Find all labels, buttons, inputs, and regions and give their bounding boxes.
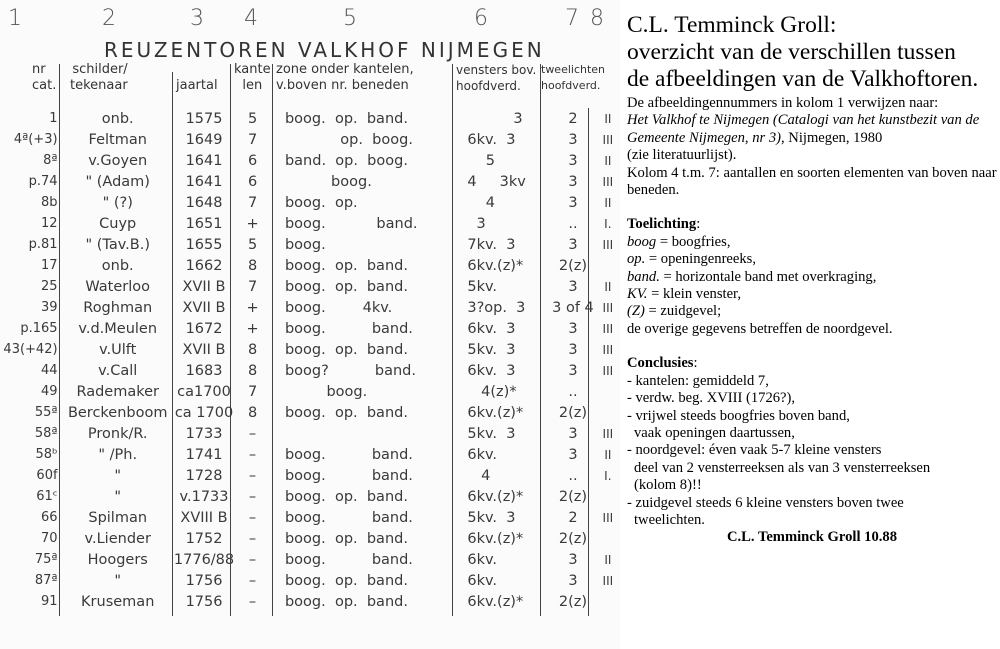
vensters-cell: 6kv.(z)* [467, 404, 524, 421]
vensterreeksen-cell: III [602, 363, 614, 378]
vensters-cell: 6kv.(z)* [467, 488, 524, 505]
towers-table [0, 108, 620, 612]
vensterreeksen-cell: III [602, 237, 614, 252]
header-vensters: vensters bov. hoofdverd. [456, 63, 537, 93]
column-number: 4 [244, 6, 258, 31]
table-row [0, 213, 620, 234]
tweelichten-cell: 3 [568, 173, 578, 190]
table-row [0, 444, 620, 465]
table-row [0, 423, 620, 444]
table-row [0, 570, 620, 591]
zone-cell: boog. 4kv. [284, 299, 393, 316]
tweelichten-cell: 3 [568, 572, 578, 589]
jaartal-cell: XVII B [182, 341, 226, 358]
cat-nr-cell: 91 [41, 594, 58, 609]
conclusion-item: vaak openingen daartussen, [634, 424, 795, 441]
schilder-cell: Hoogers [87, 551, 148, 568]
table-row [0, 339, 620, 360]
kantelen-cell: 5 [247, 236, 258, 253]
kantelen-cell: 8 [247, 404, 258, 421]
vensters-cell: 5kv. 3 [467, 341, 516, 358]
header-nr: nr cat. [32, 62, 57, 93]
kantelen-cell: – [248, 530, 257, 547]
column-number: 2 [102, 6, 116, 31]
tweelichten-cell: 2(z) [558, 257, 588, 274]
zone-cell: boog. [284, 383, 368, 400]
kantelen-cell: – [248, 467, 257, 484]
vensterreeksen-cell: III [602, 300, 614, 315]
vensters-cell: 6kv. [467, 446, 498, 463]
vensters-cell: 6kv. [467, 551, 498, 568]
tweelichten-cell: 3 [568, 362, 578, 379]
tweelichten-cell: 2 [568, 509, 578, 526]
table-row [0, 381, 620, 402]
table-row [0, 486, 620, 507]
vensters-cell: 3?op. 3 [467, 299, 526, 316]
schilder-cell: Waterloo [85, 278, 151, 295]
jaartal-cell: 1741 [185, 446, 223, 463]
zone-cell: boog. op. band. [284, 404, 408, 421]
jaartal-cell: 1672 [185, 320, 223, 337]
kantelen-cell: – [248, 593, 257, 610]
legend-definition: = zuidgevel; [644, 303, 722, 320]
tweelichten-cell: 3 [568, 131, 578, 148]
column-number: 6 [474, 6, 488, 31]
vensterreeksen-cell: III [602, 342, 614, 357]
vensters-cell: 3 [467, 110, 523, 127]
jaartal-cell: 1655 [185, 236, 223, 253]
cat-nr-cell: 25 [41, 279, 58, 294]
table-row [0, 192, 620, 213]
tweelichten-cell: 2 [568, 110, 578, 127]
vensters-cell: 6kv. [467, 572, 498, 589]
cat-nr-cell: 87ª [34, 573, 58, 588]
schilder-cell: " [114, 572, 122, 589]
vensters-cell: 7kv. 3 [467, 236, 516, 253]
zone-cell: op. boog. [284, 131, 413, 148]
conclusion-item: - noordgevel: éven vaak 5-7 kleine vensters [627, 442, 882, 459]
zone-cell: boog. op. band. [284, 341, 408, 358]
schilder-cell: " (Tav.B.) [85, 236, 150, 253]
table-row [0, 549, 620, 570]
cat-nr-cell: 8ª [43, 153, 58, 168]
zone-cell: boog. op. band. [284, 572, 408, 589]
tweelichten-cell: 3 [568, 446, 578, 463]
table-row [0, 465, 620, 486]
kantelen-cell: + [246, 215, 259, 232]
tweelichten-cell: .. [568, 215, 578, 232]
header-tweelichten: tweelichten hoofdverd. [541, 63, 606, 92]
kantelen-cell: – [248, 572, 257, 589]
legend [627, 234, 997, 321]
vensters-cell: 6kv. 3 [467, 320, 516, 337]
table-row [0, 171, 620, 192]
kantelen-cell: – [248, 446, 257, 463]
table-row [0, 129, 620, 150]
jaartal-cell: 1641 [185, 173, 223, 190]
jaartal-cell: 1575 [185, 110, 223, 127]
schilder-cell: " [114, 467, 122, 484]
cat-nr-cell: p.74 [28, 174, 58, 189]
tweelichten-cell: 2(z) [558, 488, 588, 505]
intro [627, 95, 997, 199]
jaartal-cell: XVII B [182, 299, 226, 316]
schilder-cell: Cuyp [99, 215, 137, 232]
conclusion-item: (kolom 8)!! [634, 477, 702, 494]
tweelichten-cell: 3 [568, 236, 578, 253]
intro-text: (zie literatuurlijst). [627, 147, 737, 164]
cat-nr-cell: 12 [41, 216, 58, 231]
zone-cell: boog. op. [284, 194, 358, 211]
jaartal-cell: 1752 [185, 530, 223, 547]
cat-nr-cell: 43(+42) [3, 342, 58, 357]
cat-nr-cell: 66 [41, 510, 58, 525]
tweelichten-cell: 3 [568, 551, 578, 568]
schilder-cell: Rademaker [76, 383, 159, 400]
vensters-cell: 5kv. 3 [467, 509, 516, 526]
table-row [0, 255, 620, 276]
column-number: 5 [343, 6, 357, 31]
schilder-cell: Pronk/R. [87, 425, 148, 442]
tweelichten-cell: 3 [568, 278, 578, 295]
schilder-cell: Roghman [83, 299, 153, 316]
jaartal-cell: ca1700 [177, 383, 231, 400]
kantelen-cell: 7 [247, 278, 258, 295]
vensters-cell: 6kv. 3 [467, 131, 516, 148]
intro-text: De afbeeldingennummers in kolom 1 verwijzen naar: [627, 95, 939, 111]
vensterreeksen-cell: II [604, 552, 612, 567]
vensters-cell: 6kv.(z)* [467, 530, 524, 547]
intro-text: Kolom 4 t.m. 7: aantallen en soorten elementen van boven naar beneden. [627, 164, 997, 199]
kantelen-cell: + [246, 320, 259, 337]
schilder-cell: Kruseman [81, 593, 155, 610]
schilder-cell: Feltman [88, 131, 147, 148]
vensterreeksen-cell: III [602, 510, 614, 525]
schilder-cell: v.Liender [84, 530, 151, 547]
conclusion-item: deel van 2 vensterreeksen als van 3 vensterreeksen [634, 459, 931, 476]
schilder-cell: v.Call [98, 362, 138, 379]
title-line: C.L. Temminck Groll: [627, 12, 837, 38]
jaartal-cell: 1756 [185, 572, 223, 589]
vensters-cell: 6kv.(z)* [467, 593, 524, 610]
cat-nr-cell: 61ᶜ [36, 489, 58, 504]
tweelichten-cell: 3 [568, 152, 578, 169]
zone-cell: boog. op. band. [284, 257, 408, 274]
zone-cell: boog. op. band. [284, 488, 408, 505]
table-row [0, 234, 620, 255]
cat-nr-cell: 49 [41, 384, 58, 399]
tweelichten-cell: 3 [568, 425, 578, 442]
kantelen-cell: + [246, 299, 259, 316]
vensterreeksen-cell: I. [604, 468, 612, 483]
sheet-title: REUZENTOREN VALKHOF NIJMEGEN [104, 38, 545, 62]
vensterreeksen-cell [596, 255, 620, 276]
schilder-cell: onb. [101, 257, 134, 274]
cat-nr-cell: p.81 [28, 237, 58, 252]
vensters-cell: 4 [467, 194, 496, 211]
table-row [0, 507, 620, 528]
jaartal-cell: 1649 [185, 131, 223, 148]
kantelen-cell: – [248, 551, 257, 568]
zone-cell [271, 423, 461, 444]
zone-cell: boog. op. band. [284, 110, 408, 127]
schilder-cell: v.d.Meulen [78, 320, 158, 337]
conclusion-item: tweelichten. [634, 511, 705, 528]
kantelen-cell: 7 [247, 383, 258, 400]
jaartal-cell: 1641 [185, 152, 223, 169]
legend-definition: = boogfries, [656, 233, 731, 250]
table-row [0, 318, 620, 339]
jaartal-cell: 1756 [185, 593, 223, 610]
header-zone: zone onder kantelen, v.boven nr. beneden [276, 62, 414, 93]
table-row [0, 402, 620, 423]
jaartal-cell: 1728 [185, 467, 223, 484]
kantelen-cell: – [248, 509, 257, 526]
vensterreeksen-cell [596, 381, 620, 402]
zone-cell: band. op. boog. [284, 152, 408, 169]
kantelen-cell: – [248, 488, 257, 505]
vensters-cell: 5kv. [467, 278, 498, 295]
cat-nr-cell: 4ª(+3) [13, 132, 58, 147]
legend-term: (Z) [627, 303, 645, 320]
zone-cell: boog. op. band. [284, 593, 408, 610]
cat-nr-cell: 58ᵇ [35, 447, 58, 462]
vensterreeksen-cell: II [604, 279, 612, 294]
schilder-cell: " (Adam) [85, 173, 150, 190]
tweelichten-cell: 2(z) [558, 404, 588, 421]
zone-cell: boog. band. [284, 215, 418, 232]
table-row [0, 591, 620, 612]
legend-definition: = openingenreeks, [645, 251, 757, 268]
column-number: 1 [8, 6, 22, 31]
kantelen-cell: 5 [247, 110, 258, 127]
kantelen-cell: 6 [247, 173, 258, 190]
tweelichten-cell: 3 [568, 341, 578, 358]
vensterreeksen-cell: II [604, 111, 612, 126]
zone-cell: boog. band. [284, 467, 413, 484]
schilder-cell: onb. [101, 110, 134, 127]
tweelichten-cell: .. [568, 467, 578, 484]
conclusion-item: - verdw. beg. XVIII (1726?), [627, 390, 796, 407]
header-jaartal: jaartal [176, 78, 218, 93]
legend-term: KV. [627, 286, 648, 303]
vensters-cell: 4(z)* [467, 383, 517, 400]
vensterreeksen-cell: III [602, 426, 614, 441]
zone-cell: boog? band. [284, 362, 416, 379]
jaartal-cell: XVII B [182, 278, 226, 295]
tweelichten-cell: 2(z) [558, 593, 588, 610]
notes-title [627, 12, 997, 93]
cat-nr-cell: p.165 [20, 321, 58, 336]
table-row [0, 360, 620, 381]
vensterreeksen-cell [596, 528, 620, 549]
vensterreeksen-cell [596, 591, 620, 612]
zone-cell: boog. band. [284, 320, 413, 337]
tweelichten-cell: 2(z) [558, 530, 588, 547]
kantelen-cell: – [248, 425, 257, 442]
table-row [0, 528, 620, 549]
intro-text: , Nijmegen, 1980 [781, 129, 883, 146]
vensters-cell: 6kv. 3 [467, 362, 516, 379]
jaartal-cell: 1662 [185, 257, 223, 274]
kantelen-cell: 7 [247, 194, 258, 211]
kantelen-cell: 8 [247, 257, 258, 274]
vensterreeksen-cell [596, 486, 620, 507]
jaartal-cell: 1733 [185, 425, 223, 442]
vensters-cell: 5kv. 3 [467, 425, 516, 442]
legend-term: boog [627, 233, 657, 250]
legend-term: band. [627, 268, 660, 285]
zone-cell: boog. band. [284, 446, 413, 463]
vensterreeksen-cell: II [604, 195, 612, 210]
schilder-cell: " (?) [102, 194, 133, 211]
cat-nr-cell: 60f [36, 468, 58, 483]
conclusies-heading: Conclusies [627, 355, 694, 372]
legend-definition: = horizontale band met overkraging, [659, 268, 877, 285]
column-number: 3 [190, 6, 204, 31]
title-line: de afbeeldingen van de Valkhoftoren. [627, 66, 979, 92]
jaartal-cell: XVIII B [180, 509, 228, 526]
zone-cell: boog. [284, 236, 326, 253]
tweelichten-cell: 3 [568, 194, 578, 211]
vensterreeksen-cell [596, 402, 620, 423]
tweelichten-cell: 3 of 4 [552, 299, 594, 316]
cat-nr-cell: 8b [41, 195, 58, 210]
legend-definition: = klein venster, [647, 286, 741, 303]
kantelen-cell: 8 [247, 362, 258, 379]
column-number: 8 [590, 6, 604, 31]
vensters-cell: 4 3kv [467, 173, 526, 190]
jaartal-cell: 1651 [185, 215, 223, 232]
header-kantelen: kante len [234, 62, 271, 93]
vensterreeksen-cell: II [604, 153, 612, 168]
cat-nr-cell: 70 [41, 531, 58, 546]
zone-cell: boog. band. [284, 551, 413, 568]
toelichting-heading: Toelichting [627, 216, 697, 233]
tweelichten-cell: .. [568, 383, 578, 400]
legend-term: op. [627, 251, 646, 268]
table-row [0, 276, 620, 297]
zone-cell: boog. [284, 173, 372, 190]
zone-cell: boog. band. [284, 509, 413, 526]
schilder-cell: " /Ph. [98, 446, 138, 463]
header-schilder: schilder/ tekenaar [70, 62, 128, 93]
schilder-cell: " [114, 488, 122, 505]
kantelen-cell: 8 [247, 341, 258, 358]
table-row [0, 150, 620, 171]
cat-nr-cell: 44 [41, 363, 58, 378]
cat-nr-cell: 17 [41, 258, 58, 273]
vensterreeksen-cell: I. [604, 216, 612, 231]
vensters-cell: 5 [467, 152, 496, 169]
vensterreeksen-cell: III [602, 321, 614, 336]
jaartal-cell: v.1733 [179, 488, 229, 505]
kantelen-cell: 6 [247, 152, 258, 169]
table-row [0, 297, 620, 318]
jaartal-cell: 1683 [185, 362, 223, 379]
conclusion-item: - vrijwel steeds boogfries boven band, [627, 407, 850, 424]
notes-panel: C.L. Temminck Groll: overzicht van de verschillen tussen de afbeeldingen van de Valkhoftoren. De afbeeldingennummers in kolom 1 verwijzen naar: Het Valkhof te Nijmegen (Catalogi van het kunstbezit van de Gemeente Nijmegen, nr 3), Nijmegen, 1980 (zie literatuurlijst). Kolom 4 t.m. 7: aantallen en soorten elementen van boven naar beneden. Toelichting: boog = boogfries, op. = openingenreeks, band. = horizontale band met overkraging, KV. = klein venster, (Z) = zuidgevel; de overige gegevens betreffen de noordgevel. Conclusies: - kantelen: gemiddeld 7, - verdw. beg. XVIII (1726?), - vrijwel steeds boogfries boven band, vaak openingen daartussen, - noordgevel: éven vaak 5-7 kleine vensters deel van 2 vensterreeksen als van 3 vensterreeksen (kolom 8)!! - zuidgevel steeds 6 kleine vensters boven twee tweelichten. C.L. Temminck Groll 10.88 [627, 12, 997, 546]
vensterreeksen-cell: III [602, 132, 614, 147]
vensters-cell: 6kv.(z)* [467, 257, 524, 274]
tweelichten-cell: 3 [568, 320, 578, 337]
kantelen-cell: 7 [247, 131, 258, 148]
legend-tail: de overige gegevens betreffen de noordgevel. [627, 320, 893, 337]
vensterreeksen-cell: III [602, 174, 614, 189]
vensters-cell: 3 [467, 215, 486, 232]
cat-nr-cell: 39 [41, 300, 58, 315]
cat-nr-cell: 58ª [34, 426, 58, 441]
schilder-cell: Spilman [88, 509, 148, 526]
conclusions-list [627, 373, 997, 530]
cat-nr-cell: 75ª [34, 552, 58, 567]
signature: C.L. Temminck Groll 10.88 [726, 529, 897, 546]
column-number: 7 [565, 6, 579, 31]
jaartal-cell: 1776/88 [173, 551, 235, 568]
schilder-cell: Berckenboom [67, 404, 168, 421]
cat-nr-cell: 1 [49, 111, 58, 126]
jaartal-cell: 1648 [185, 194, 223, 211]
conclusion-item: - kantelen: gemiddeld 7, [627, 372, 769, 389]
conclusion-item: - zuidgevel steeds 6 kleine vensters boven twee [627, 494, 904, 511]
schilder-cell: v.Ulft [99, 341, 137, 358]
cat-nr-cell: 55ª [34, 405, 58, 420]
vensterreeksen-cell: III [602, 573, 614, 588]
zone-cell: boog. op. band. [284, 278, 408, 295]
jaartal-cell: ca 1700 [174, 404, 234, 421]
schilder-cell: v.Goyen [88, 152, 148, 169]
zone-cell: boog. op. band. [284, 530, 408, 547]
catalogue-reference: Het Valkhof te Nijmegen (Catalogi van het kunstbezit van de Gemeente Nijmegen, nr 3) [627, 112, 980, 146]
vensters-cell: 4 [467, 467, 491, 484]
table-row [0, 108, 620, 129]
vensterreeksen-cell: II [604, 447, 612, 462]
title-line: overzicht van de verschillen tussen [627, 39, 956, 65]
